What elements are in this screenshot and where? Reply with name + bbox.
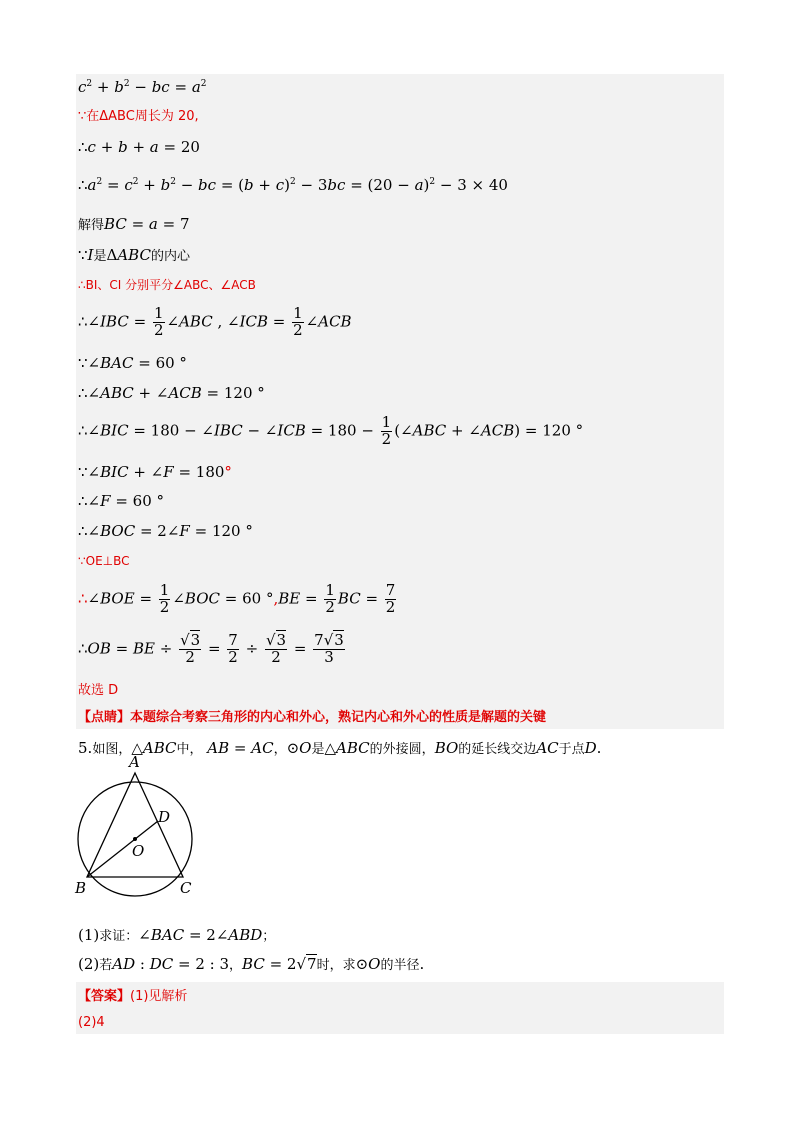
- label-b: B: [75, 879, 87, 897]
- answer-1: (1)见解析: [130, 989, 188, 1004]
- eq-reduced: $c^2 + b^2$ − bc = $a^2$: [78, 78, 207, 96]
- bisect-text: ∴BI、CI 分别平分∠ABC、∠ACB: [78, 278, 256, 292]
- label-c: C: [180, 879, 192, 897]
- bic-calc: ∴∠BIC = 180 − ∠IBC − ∠ICB = 180 − $\frac{1}{2}$ (∠ABC + ∠ACB) = 120 °: [78, 413, 584, 448]
- oe-perp: ∵OE⊥BC: [78, 554, 130, 568]
- problem5-statement: 5.如图，△ABC中， AB = AC，⊙O是△ABC的外接圆，BO的延长线交边AC于点D.: [78, 739, 602, 757]
- given-perimeter: ∵在ΔABC周长为 20,: [78, 109, 199, 124]
- half-angles: ∴∠IBC = $\frac{1}{2}$ ∠ABC , ∠ICB = $\frac{1}{2}$ ∠ACB: [78, 304, 352, 339]
- perimeter-eq: ∴c + b + a = 20: [78, 138, 200, 156]
- segment-bd: [87, 821, 158, 877]
- circle-figure: [70, 755, 210, 900]
- expand-eq: $\therefore a^2 = c^2 + b^2$ − bc = $(b + c)^2 - 3bc = (20 - a)^2 - 3 \times 40$: [78, 176, 508, 194]
- label-a: A: [129, 755, 140, 771]
- answer-line-1: [78, 988, 187, 1003]
- answer-2: (2)4: [78, 1015, 105, 1030]
- incenter-given: ∵I是ΔABC的内心: [78, 246, 190, 264]
- sum-120: ∴∠ABC + ∠ACB = 120 °: [78, 384, 265, 402]
- bic-f-180: ∵∠BIC + ∠F = 180°: [78, 463, 232, 481]
- choice: 故选 D: [78, 683, 119, 698]
- ob-calc: ∴OB = BE ÷ $\frac{√3}{2}$ = $\frac{7}{2}$ ÷ $\frac{√3}{2}$ = $\frac{7√3}{3}$: [78, 631, 344, 666]
- bac-60: ∵∠BAC = 60 °: [78, 354, 187, 372]
- answer-tag: 【答案】: [78, 989, 131, 1004]
- label-d: D: [158, 808, 171, 826]
- problem5-part2: (2)若AD : DC = 2 : 3，BC = 2√7时，求⊙O的半径.: [78, 955, 425, 973]
- comment: 【点睛】本题综合考察三角形的内心和外心，熟记内心和外心的性质是解题的关键: [78, 710, 547, 725]
- center-o: [133, 837, 137, 841]
- f-60: ∴∠F = 60 °: [78, 492, 165, 510]
- boc-120: ∴∠BOC = 2∠F = 120 °: [78, 522, 253, 540]
- problem5-part1: (1)求证：∠BAC = 2∠ABD；: [78, 926, 276, 944]
- label-o: O: [132, 842, 145, 860]
- boe-60: ∴∠BOE = $\frac{1}{2}$ ∠BOC = 60 °,BE = $\frac{1}{2}$ BC = $\frac{7}{2}$: [78, 581, 396, 616]
- solve-bc: 解得BC = a = 7: [78, 215, 190, 233]
